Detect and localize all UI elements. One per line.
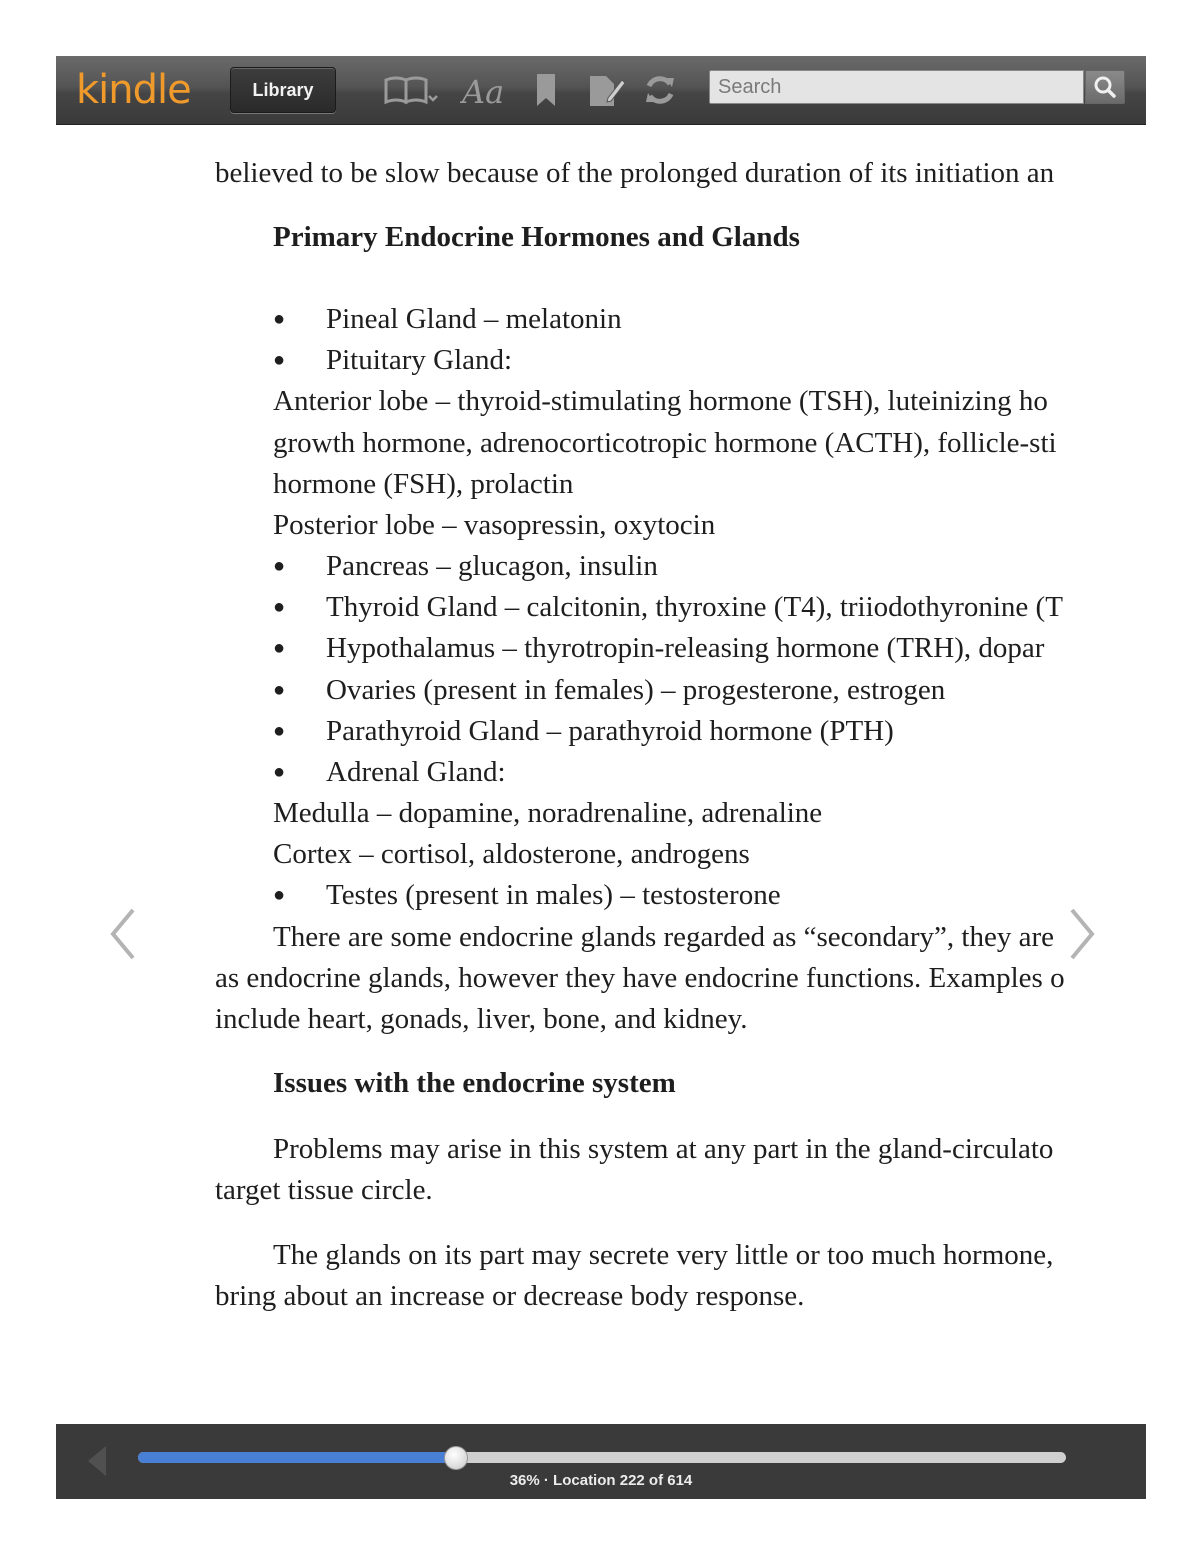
- text-line: growth hormone, adrenocorticotropic hormone (ACTH), follicle-sti: [273, 427, 1057, 459]
- bullet-item: ● Testes (present in males) – testosterone: [215, 875, 781, 916]
- bullet-item: ● Pineal Gland – melatonin: [215, 299, 622, 340]
- text-line: Problems may arise in this system at any part in the gland-circulato: [273, 1133, 1054, 1165]
- text-line: believed to be slow because of the prolonged duration of its initiation an: [215, 157, 1055, 189]
- bookmark-icon[interactable]: [534, 72, 558, 108]
- progress-fill: [138, 1452, 455, 1463]
- bullet-item: ● Pituitary Gland:: [215, 340, 512, 381]
- notes-icon[interactable]: [586, 72, 626, 108]
- location-indicator: 36% · Location 222 of 614: [509, 1472, 693, 1489]
- reading-page: [0, 124, 1146, 1424]
- sync-icon[interactable]: [642, 72, 678, 108]
- text-line: The glands on its part may secrete very little or too much hormone,: [273, 1239, 1054, 1271]
- text-line: There are some endocrine glands regarded as “secondary”, they are: [273, 921, 1054, 953]
- next-page-icon[interactable]: [1062, 904, 1102, 964]
- top-toolbar: [56, 56, 1146, 125]
- bullet-item: ● Adrenal Gland:: [215, 752, 506, 793]
- text-line: Cortex – cortisol, aldosterone, androgens: [273, 838, 750, 870]
- progress-bar-panel: [56, 1424, 1146, 1499]
- section-heading: Issues with the endocrine system: [273, 1067, 676, 1099]
- search-input[interactable]: [709, 70, 1084, 104]
- text-line: as endocrine glands, however they have endocrine functions. Examples o: [215, 962, 1065, 994]
- progress-slider-thumb[interactable]: [444, 1446, 468, 1470]
- bullet-item: ● Pancreas – glucagon, insulin: [215, 546, 658, 587]
- font-settings-icon[interactable]: [460, 72, 510, 108]
- prev-page-icon[interactable]: [103, 904, 143, 964]
- bullet-item: ● Hypothalamus – thyrotropin-releasing hormone (TRH), dopar: [215, 628, 1044, 669]
- kindle-logo: kindle: [76, 67, 191, 113]
- search-icon: [1086, 71, 1124, 103]
- text-line: Posterior lobe – vasopressin, oxytocin: [273, 509, 716, 541]
- progress-track[interactable]: [138, 1452, 1066, 1463]
- bullet-item: ● Thyroid Gland – calcitonin, thyroxine (T4), triiodothyronine (T: [215, 587, 1063, 628]
- bullet-item: ● Parathyroid Gland – parathyroid hormone (PTH): [215, 711, 894, 752]
- text-line: target tissue circle.: [215, 1174, 433, 1206]
- search-button[interactable]: [1085, 70, 1125, 104]
- svg-text:Aa: Aa: [462, 73, 505, 108]
- text-line: hormone (FSH), prolactin: [273, 468, 574, 500]
- book-icon[interactable]: [382, 72, 440, 108]
- text-line: bring about an increase or decrease body response.: [215, 1280, 805, 1312]
- text-line: Medulla – dopamine, noradrenaline, adrenaline: [273, 797, 823, 829]
- book-text: [215, 124, 1146, 1424]
- text-line: Anterior lobe – thyroid-stimulating hormone (TSH), luteinizing ho: [273, 385, 1048, 417]
- text-line: include heart, gonads, liver, bone, and kidney.: [215, 1003, 748, 1035]
- section-heading: Primary Endocrine Hormones and Glands: [273, 221, 800, 253]
- library-button[interactable]: Library: [230, 67, 336, 113]
- bullet-item: ● Ovaries (present in females) – progesterone, estrogen: [215, 670, 945, 711]
